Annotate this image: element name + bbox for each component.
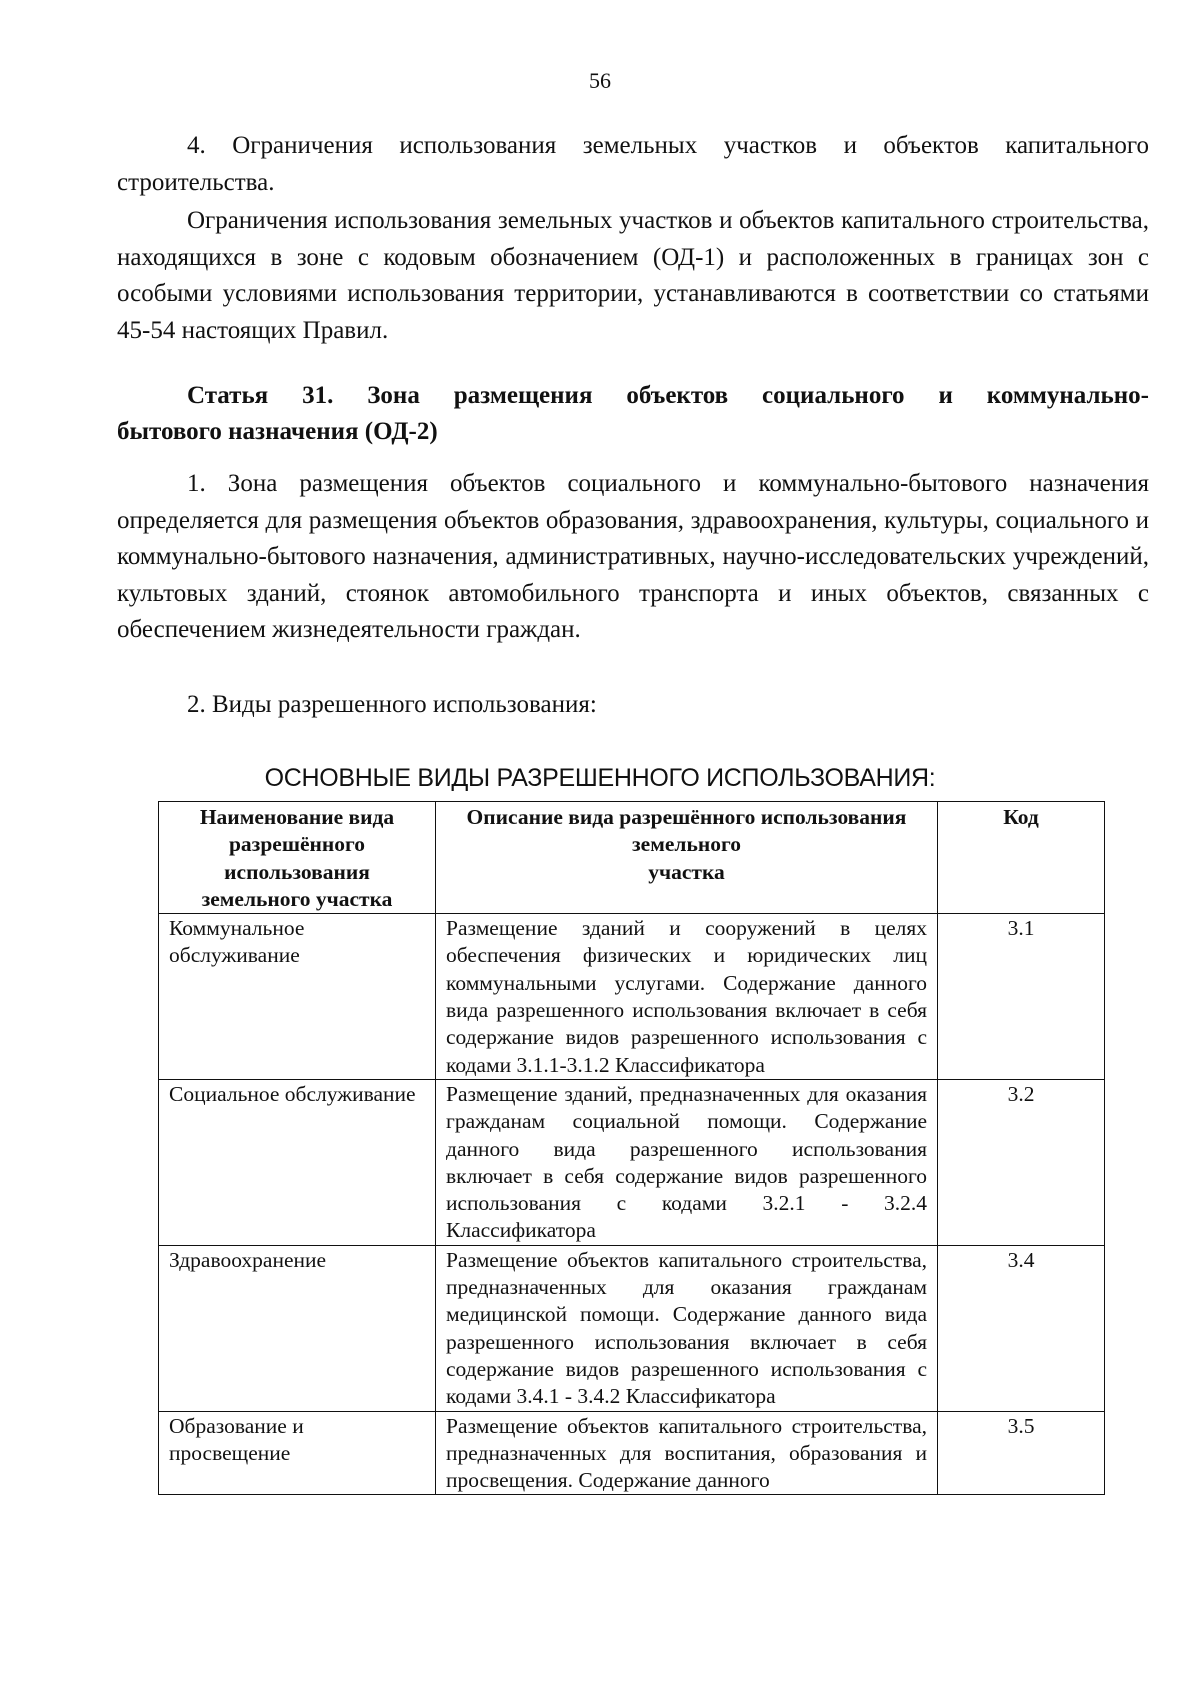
row-name: Образование и просвещение <box>159 1411 436 1495</box>
header-code: Код <box>938 802 1105 914</box>
article-31-heading <box>117 378 1149 450</box>
row-code: 3.2 <box>938 1079 1105 1245</box>
zone-purpose-paragraph: 1. Зона размещения объектов социального и коммунально-бытового назначения определяется для размещения объектов образования, здравоохранения, культуры, социального и коммунально-бытового назначения, административных, научно-исследовательских учреждений, культовых зданий, стоянок автомобильного транспорта и иных объектов, связанных с обеспечением жизнедеятельности граждан. <box>117 470 1149 643</box>
permitted-uses-intro: 2. Виды разрешенного использования: <box>187 691 597 718</box>
section-4-heading <box>117 128 1149 201</box>
row-code: 3.5 <box>938 1411 1105 1495</box>
restrictions-paragraph: Ограничения использования земельных участков и объектов капитального строительства, находящихся в зоне с кодовым обозначением (ОД-1) и расположенных в границах зон с особыми условиями использования территории, устанавливаются в соответствии со статьями 45-54 настоящих Правил. <box>117 207 1149 344</box>
permitted-uses-table <box>158 801 1105 1495</box>
table-row <box>159 1079 1105 1245</box>
row-description: Размещение объектов капитального строительства, предназначенных для оказания гражданам медицинской помощи. Содержание данного вида разрешенного использования включает в себя содержание видов разрешенного использования с кодами 3.4.1 - 3.4.2 Классификатора <box>436 1245 938 1411</box>
table-caption: ОСНОВНЫЕ ВИДЫ РАЗРЕШЕННОГО ИСПОЛЬЗОВАНИЯ: <box>264 764 936 792</box>
row-code: 3.4 <box>938 1245 1105 1411</box>
page-number: 56 <box>589 68 611 93</box>
table-row <box>159 914 1105 1080</box>
article-heading-line-2: бытового назначения (ОД-2) <box>117 418 438 445</box>
section-4-line-1: 4. Ограничения использования земельных участков и объектов капитального <box>187 132 1149 159</box>
table-header-row <box>159 802 1105 914</box>
row-description: Размещение зданий и сооружений в целях обеспечения физических и юридических лиц коммунальными услугами. Содержание данного вида разрешенного использования включает в себя содержание видов разрешенного использования с кодами 3.1.1-3.1.2 Классификатора <box>436 914 938 1080</box>
section-4-line-2: строительства. <box>117 168 275 196</box>
header-description: Описание вида разрешённого использования земельного участка <box>436 802 938 914</box>
table-row <box>159 1411 1105 1495</box>
row-name: Здравоохранение <box>159 1245 436 1411</box>
row-description: Размещение зданий, предназначенных для оказания гражданам социальной помощи. Содержание данного вида разрешенного использования включает в себя содержание видов разрешенного использования с кодами 3.2.1 - 3.2.4 Классификатора <box>436 1079 938 1245</box>
header-name: Наименование вида разрешённого использования земельного участка <box>159 802 436 914</box>
row-description: Размещение объектов капитального строительства, предназначенных для воспитания, образования и просвещения. Содержание данного <box>436 1411 938 1495</box>
row-code: 3.1 <box>938 914 1105 1080</box>
table-row <box>159 1245 1105 1411</box>
row-name: Социальное обслуживание <box>159 1079 436 1245</box>
row-name: Коммунальное обслуживание <box>159 914 436 1080</box>
article-heading-line-1: Статья 31. Зона размещения объектов социального и коммунально- <box>187 382 1149 409</box>
